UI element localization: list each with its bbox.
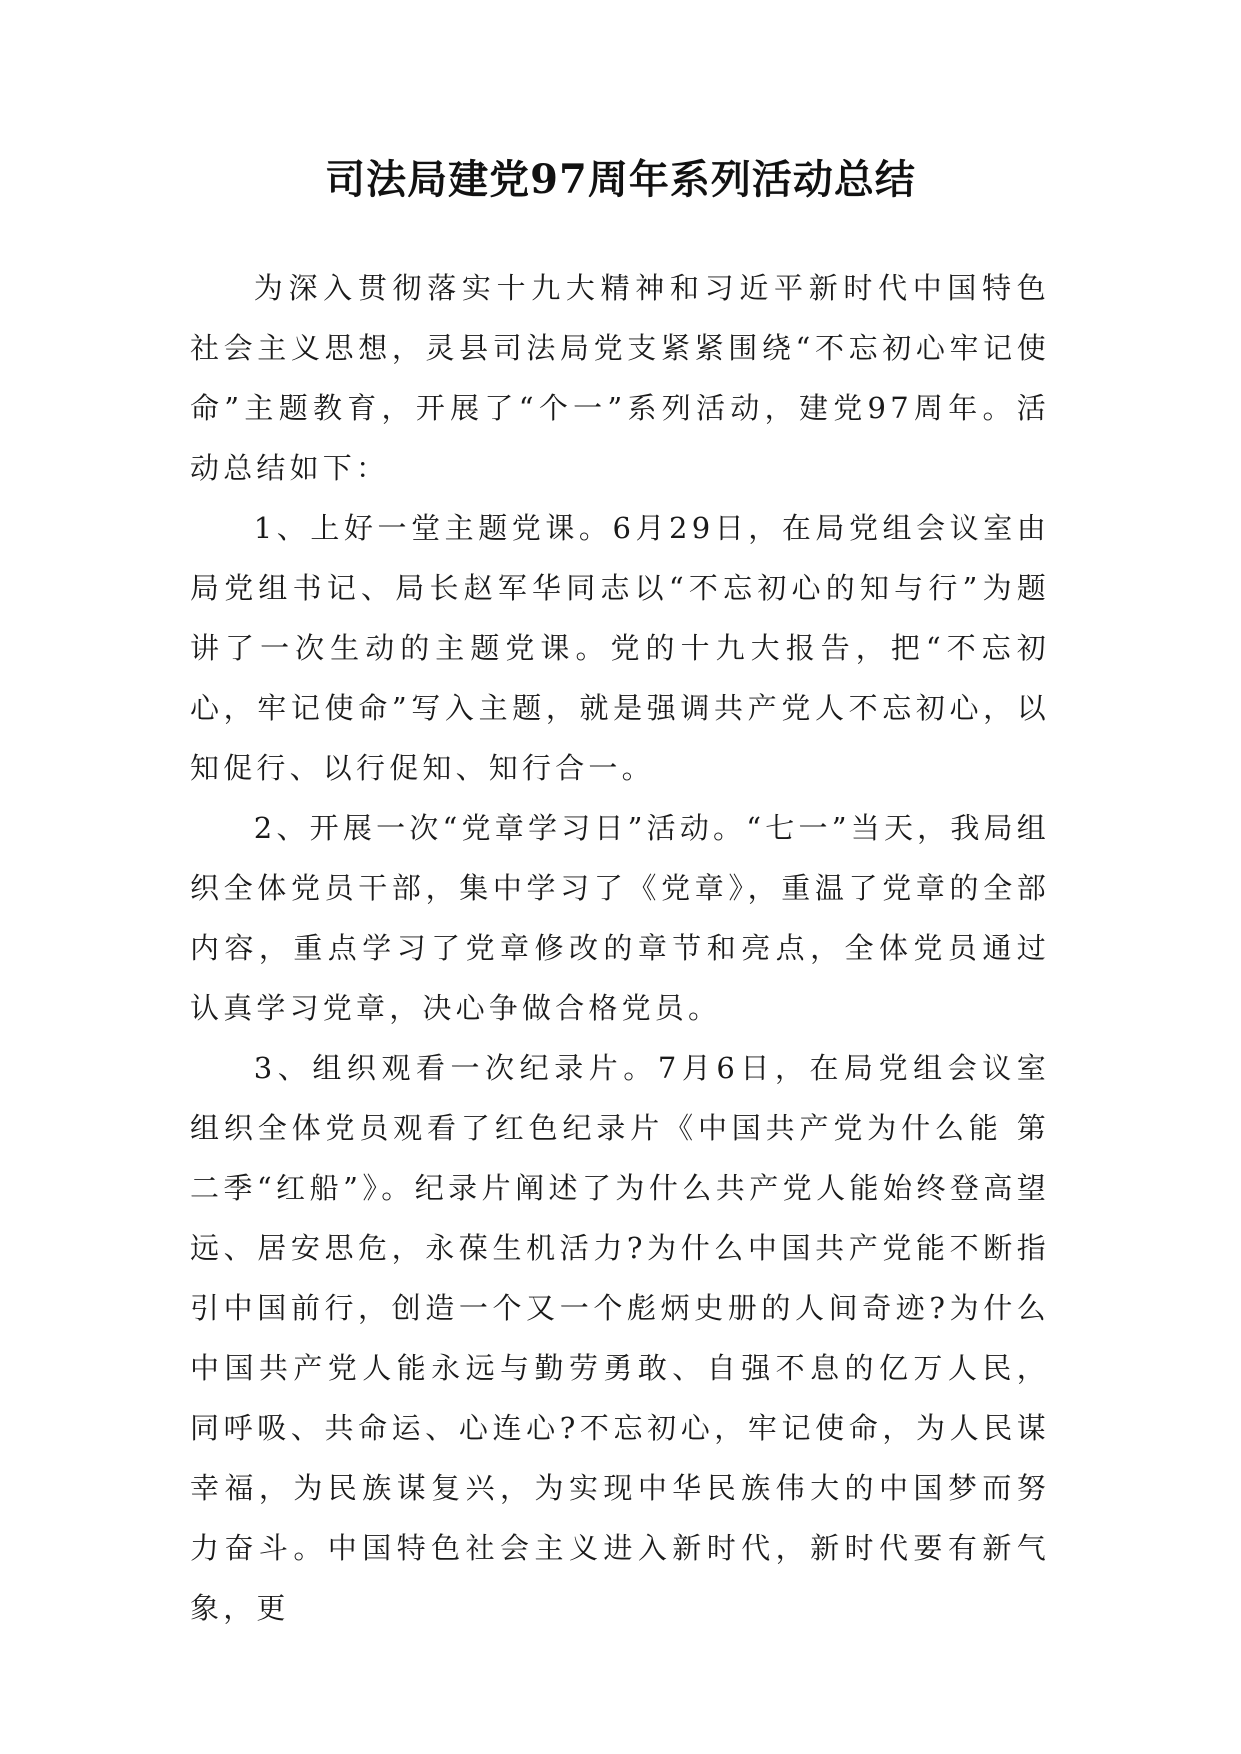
paragraph-item-1: 1、上好一堂主题党课。6月29日，在局党组会议室由局党组书记、局长赵军华同志以“不忘初心的知与行”为题讲了一次生动的主题党课。党的十九大报告，把“不忘初心，牢记使命”写入主题，就是强调共产党人不忘初心，以知促行、以行促知、知行合一。 — [190, 511, 1050, 785]
paragraph-intro: 为深入贯彻落实十九大精神和习近平新时代中国特色社会主义思想，灵县司法局党支紧紧围绕“不忘初心牢记使命”主题教育，开展了“个一”系列活动，建党97周年。活动总结如下： — [190, 271, 1050, 485]
paragraph-item-3: 3、组织观看一次纪录片。7月6日，在局党组会议室组织全体党员观看了红色纪录片《中国共产党为什么能 第二季“红船”》。纪录片阐述了为什么共产党人能始终登高望远、居安思危，永葆生机活力?为什么中国共产党能不断指引中国前行，创造一个又一个彪炳史册的人间奇迹?为什么中国共产党人能永远与勤劳勇敢、自强不息的亿万人民，同呼吸、共命运、心连心?不忘初心，牢记使命，为人民谋幸福，为民族谋复兴，为实现中华民族伟大的中国梦而努力奋斗。中国特色社会主义进入新时代，新时代要有新气象，更 — [190, 1051, 1050, 1625]
document-body — [190, 258, 1050, 1638]
document-title: 司法局建党97周年系列活动总结 — [325, 156, 916, 203]
paragraph-item-2: 2、开展一次“党章学习日”活动。“七一”当天，我局组织全体党员干部，集中学习了《党章》，重温了党章的全部内容，重点学习了党章修改的章节和亮点，全体党员通过认真学习党章，决心争做合格党员。 — [190, 811, 1050, 1025]
